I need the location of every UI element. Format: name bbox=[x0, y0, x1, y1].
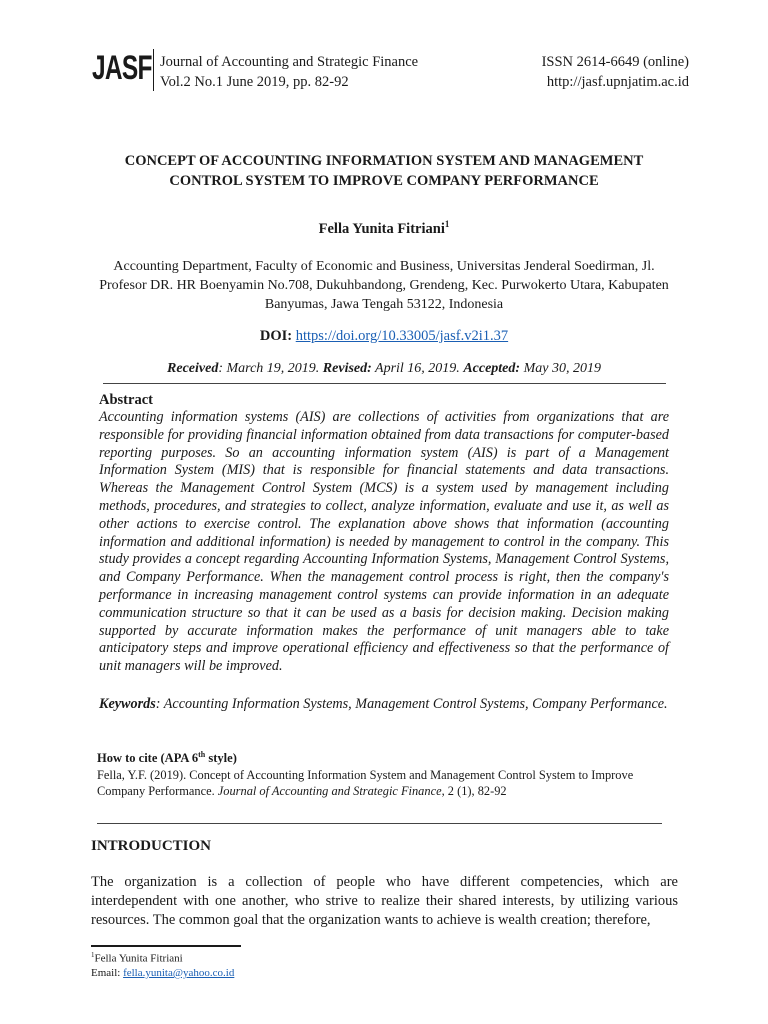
footnote-email bbox=[91, 967, 234, 979]
logo-divider bbox=[153, 49, 154, 91]
received-label: Received bbox=[167, 361, 219, 376]
revised-date: April 16, 2019. bbox=[371, 361, 464, 376]
divider-bottom bbox=[97, 823, 662, 824]
affiliation bbox=[90, 257, 678, 314]
cite-heading-sup: th bbox=[198, 750, 206, 759]
author-name: Fella Yunita Fitriani bbox=[318, 220, 445, 237]
author-sup: 1 bbox=[444, 219, 450, 229]
affiliation-line-2: Profesor DR. HR Boenyamin No.708, Dukuhbandong, Grendeng, Kec. Purwokerto Utara, Kabupaten bbox=[99, 278, 669, 293]
introduction-text: The organization is a collection of people who have different competencies, which are interdependent with one another, who strive to realize their shared interests, by utilizing various resources. The common goal that the organization wants to achieve is wealth creation; therefore, bbox=[91, 874, 678, 928]
keywords-label: Keywords bbox=[99, 696, 156, 712]
journal-name: Journal of Accounting and Strategic Finance bbox=[160, 54, 419, 70]
cite-heading-end: style) bbox=[205, 751, 237, 766]
footnote-email-label: Email: bbox=[91, 967, 124, 979]
paper-title-line-2: CONTROL SYSTEM TO IMPROVE COMPANY PERFORMANCE bbox=[169, 173, 599, 189]
footnote-sup: 1 bbox=[91, 951, 95, 959]
cite-text bbox=[97, 767, 667, 799]
paper-title bbox=[84, 151, 684, 191]
keywords bbox=[99, 695, 669, 713]
divider-top bbox=[103, 383, 666, 384]
abstract-text: Accounting information systems (AIS) are collections of activities from organizations that are responsible for providing financial information obtained from data transactions for computer-based reporting purposes. So an accounting information system (AIS) is part of a Management Information System (MIS) that is responsible for financial statements and data transactions. Whereas the Management Control System (MCS) is a system used by management including methods, procedures, and strategies to collect, analyze information, evaluate and use it, as well as other actions to exercise control. The explanation above shows that information (accounting information and additional information) is needed by management to control in the company. This study provides a concept regarding Accounting Information Systems, Management Control Systems, and Company Performance. When the management control process is right, then the company's performance in increasing management control systems can provide information in an adequate communication structure so that it can be used as a basis for decision making. Decision making supported by accurate information makes the performance of unit managers able to take anticipatory steps and improve operational efficiency and effectiveness so that the performance of unit managers will be improved. bbox=[99, 409, 669, 675]
journal-volume: Vol.2 No.1 June 2019, pp. 82-92 bbox=[160, 74, 349, 90]
doi-link[interactable]: https://doi.org/10.33005/jasf.v2i1.37 bbox=[295, 328, 509, 344]
footnote-email-link[interactable]: fella.yunita@yahoo.co.id bbox=[123, 967, 235, 979]
author bbox=[84, 219, 684, 238]
accepted-label: Accepted: bbox=[463, 361, 521, 376]
introduction-heading: INTRODUCTION bbox=[91, 838, 212, 854]
received-date: : March 19, 2019. bbox=[218, 361, 323, 376]
affiliation-line-1: Accounting Department, Faculty of Economic and Business, Universitas Jenderal Soedirman, Jl. bbox=[113, 259, 655, 274]
cite-end: , 2 (1), 82-92 bbox=[441, 784, 507, 798]
doi-label: DOI: bbox=[259, 328, 293, 344]
affiliation-line-3: Banyumas, Jawa Tengah 53122, Indonesia bbox=[264, 297, 504, 312]
dates bbox=[84, 361, 684, 377]
cite-heading bbox=[97, 750, 237, 766]
paper-title-line-1: CONCEPT OF ACCOUNTING INFORMATION SYSTEM AND MANAGEMENT bbox=[124, 153, 644, 169]
footnote-name: Fella Yunita Fitriani bbox=[94, 952, 183, 965]
cite-journal: Journal of Accounting and Strategic Finance bbox=[217, 784, 442, 798]
keywords-text: : Accounting Information Systems, Management Control Systems, Company Performance. bbox=[155, 696, 668, 712]
journal-header-left bbox=[160, 52, 418, 92]
accepted-date: May 30, 2019 bbox=[520, 361, 601, 376]
footnote-author bbox=[91, 951, 183, 965]
cite-heading-text: How to cite (APA 6 bbox=[97, 751, 199, 766]
cite-plain: Fella, Y.F. (2019). Concept of Accounting Information System and Management Control System to Improve Company Performance. bbox=[97, 768, 634, 798]
journal-url[interactable]: http://jasf.upnjatim.ac.id bbox=[546, 74, 689, 90]
doi bbox=[84, 328, 684, 345]
footnote-rule bbox=[91, 945, 241, 947]
journal-issn: ISSN 2614-6649 (online) bbox=[541, 54, 689, 70]
revised-label: Revised: bbox=[322, 361, 372, 376]
journal-header-right bbox=[542, 52, 689, 92]
abstract-heading: Abstract bbox=[99, 392, 153, 408]
journal-logo: JASF bbox=[92, 49, 152, 87]
